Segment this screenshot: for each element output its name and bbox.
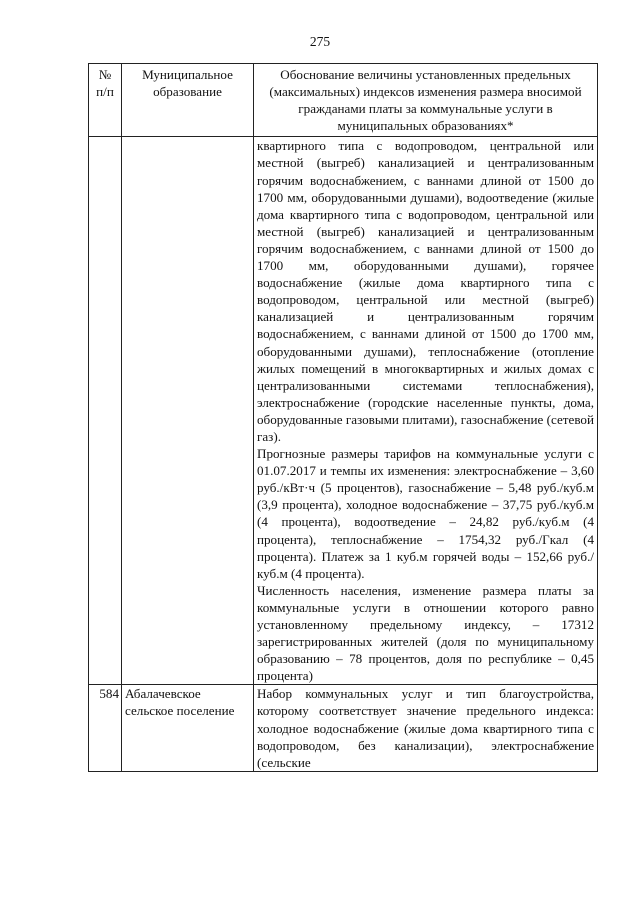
table-row-continuation <box>89 137 598 685</box>
header-municipality: Муниципальное образование <box>122 64 254 137</box>
cell-basis <box>254 137 598 685</box>
cell-basis: Набор коммунальных услуг и тип благоустройства, которому соответствует значение предельного индекса: холодное водоснабжение (жилые дома квартирного типа с водопроводом, без канализации), электроснабжение (сельские <box>254 685 598 771</box>
table-header-row <box>89 64 598 137</box>
basis-paragraph-services: квартирного типа с водопроводом, центральной или местной (выгреб) канализацией и централизованным горячим водоснабжением, с ваннами длиной от 1500 до 1700 мм, оборудованными душами), водоотведение (жилые дома квартирного типа с водопроводом, центральной или местной (выгреб) канализацией и централизованным горячим водоснабжением, с ваннами длиной от 1500 до 1700 мм, оборудованными душами), горячее водоснабжение (жилые дома квартирного типа с водопроводом, центральной или местной (выгреб) канализацией и централизованным горячим водоснабжением, с ваннами длиной от 1500 до 1700 мм, оборудованными душами), теплоснабжение (отопление жилых помещений в многоквартирных и жилых домах с централизованными системами теплоснабжения), электроснабжение (городские населенные пункты, дома, оборудованные газовыми плитами), газоснабжение (сетевой газ). <box>257 138 594 444</box>
table-row-584 <box>89 685 598 771</box>
cell-municipality <box>122 137 254 685</box>
basis-paragraph-population: Численность населения, изменение размера платы за коммунальные услуги в отношении которого равно установленному предельному индексу, – 17312 зарегистрированных жителей (доля по муниципальному образованию – 78 процентов, доля по республике – 0,45 процента) <box>257 582 594 684</box>
cell-num: 584 <box>89 685 122 771</box>
cell-num <box>89 137 122 685</box>
header-basis: Обоснование величины установленных предельных (максимальных) индексов изменения размера вносимой гражданами платы за коммунальные услуги в муниципальных образованиях* <box>254 64 598 137</box>
basis-paragraph-tariffs: Прогнозные размеры тарифов на коммунальные услуги с 01.07.2017 и темпы их изменения: электроснабжение – 3,60 руб./кВт·ч (5 процентов), газоснабжение – 5,48 руб./куб.м (3,9 процента), холодное водоснабжение – 37,75 руб./куб.м (4 процента), водоотведение – 24,82 руб./куб.м (4 процента), теплоснабжение – 1754,32 руб./Гкал (4 процента). Платеж за 1 куб.м горячей воды – 152,66 руб./куб.м (4 процента). <box>257 446 594 581</box>
page-number: 275 <box>309 34 331 49</box>
tariff-index-table <box>88 63 598 772</box>
cell-municipality: Абалачевское сельское поселение <box>122 685 254 771</box>
header-num: № п/п <box>89 64 122 137</box>
